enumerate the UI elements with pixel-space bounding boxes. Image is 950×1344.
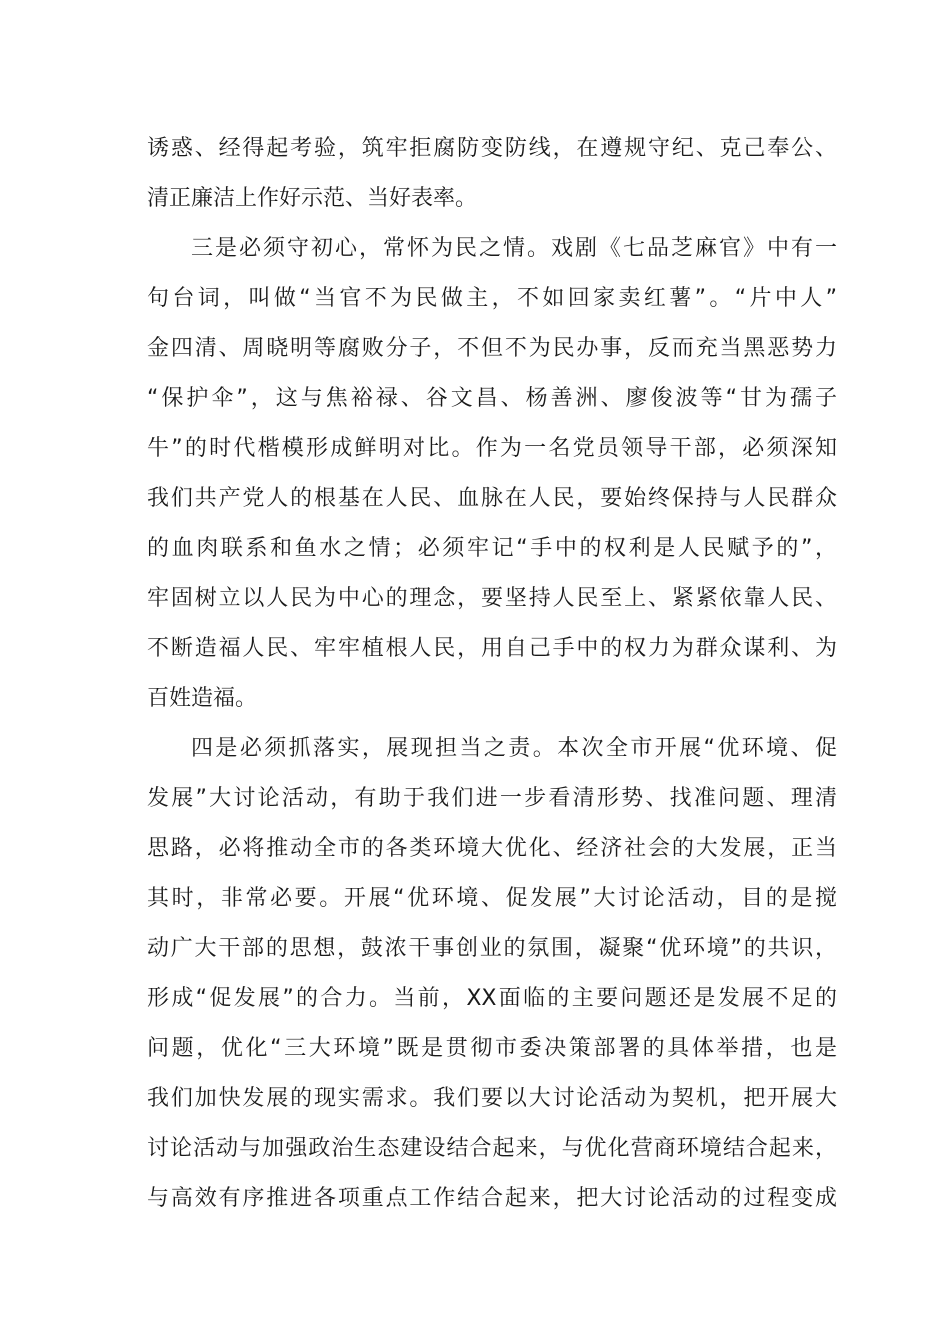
text-line: 与高效有序推进各项重点工作结合起来，把大讨论活动的过程变成 xyxy=(147,1186,837,1211)
text-line: 我们加快发展的现实需求。我们要以大讨论活动为契机，把开展大 xyxy=(147,1086,837,1111)
text-line: “保护伞”，这与焦裕禄、谷文昌、杨善洲、廖俊波等“甘为孺子 xyxy=(147,386,837,411)
paragraph-first-line: 三是必须守初心，常怀为民之情。戏剧《七品芝麻官》中有一 xyxy=(191,236,837,261)
text-line: 清正廉洁上作好示范、当好表率。 xyxy=(147,186,478,211)
text-line: 牢固树立以人民为中心的理念，要坚持人民至上、紧紧依靠人民、 xyxy=(147,586,837,611)
text-line: 牛”的时代楷模形成鲜明对比。作为一名党员领导干部，必须深知 xyxy=(147,436,837,461)
text-line: 讨论活动与加强政治生态建设结合起来，与优化营商环境结合起来， xyxy=(147,1136,837,1161)
text-line: 不断造福人民、牢牢植根人民，用自己手中的权力为群众谋利、为 xyxy=(147,636,837,661)
text-line: 的血肉联系和鱼水之情；必须牢记“手中的权利是人民赋予的”， xyxy=(147,536,837,561)
text-line: 问题，优化“三大环境”既是贯彻市委决策部署的具体举措，也是 xyxy=(147,1036,837,1061)
text-line: 诱惑、经得起考验，筑牢拒腐防变防线，在遵规守纪、克己奉公、 xyxy=(147,136,837,161)
text-line: 动广大干部的思想，鼓浓干事创业的氛围，凝聚“优环境”的共识， xyxy=(147,936,837,961)
text-line: 其时，非常必要。开展“优环境、促发展”大讨论活动，目的是搅 xyxy=(147,886,837,911)
paragraph-first-line: 四是必须抓落实，展现担当之责。本次全市开展“优环境、促 xyxy=(191,736,837,761)
text-line: 发展”大讨论活动，有助于我们进一步看清形势、找准问题、理清 xyxy=(147,786,837,811)
text-line: 我们共产党人的根基在人民、血脉在人民，要始终保持与人民群众 xyxy=(147,486,837,511)
text-line: 形成“促发展”的合力。当前，XX面临的主要问题还是发展不足的 xyxy=(147,986,837,1011)
text-line: 金四清、周晓明等腐败分子，不但不为民办事，反而充当黑恶势力 xyxy=(147,336,837,361)
text-line: 句台词，叫做“当官不为民做主，不如回家卖红薯”。“片中人” xyxy=(147,286,837,311)
text-line: 百姓造福。 xyxy=(147,686,258,711)
text-line: 思路，必将推动全市的各类环境大优化、经济社会的大发展，正当 xyxy=(147,836,837,861)
